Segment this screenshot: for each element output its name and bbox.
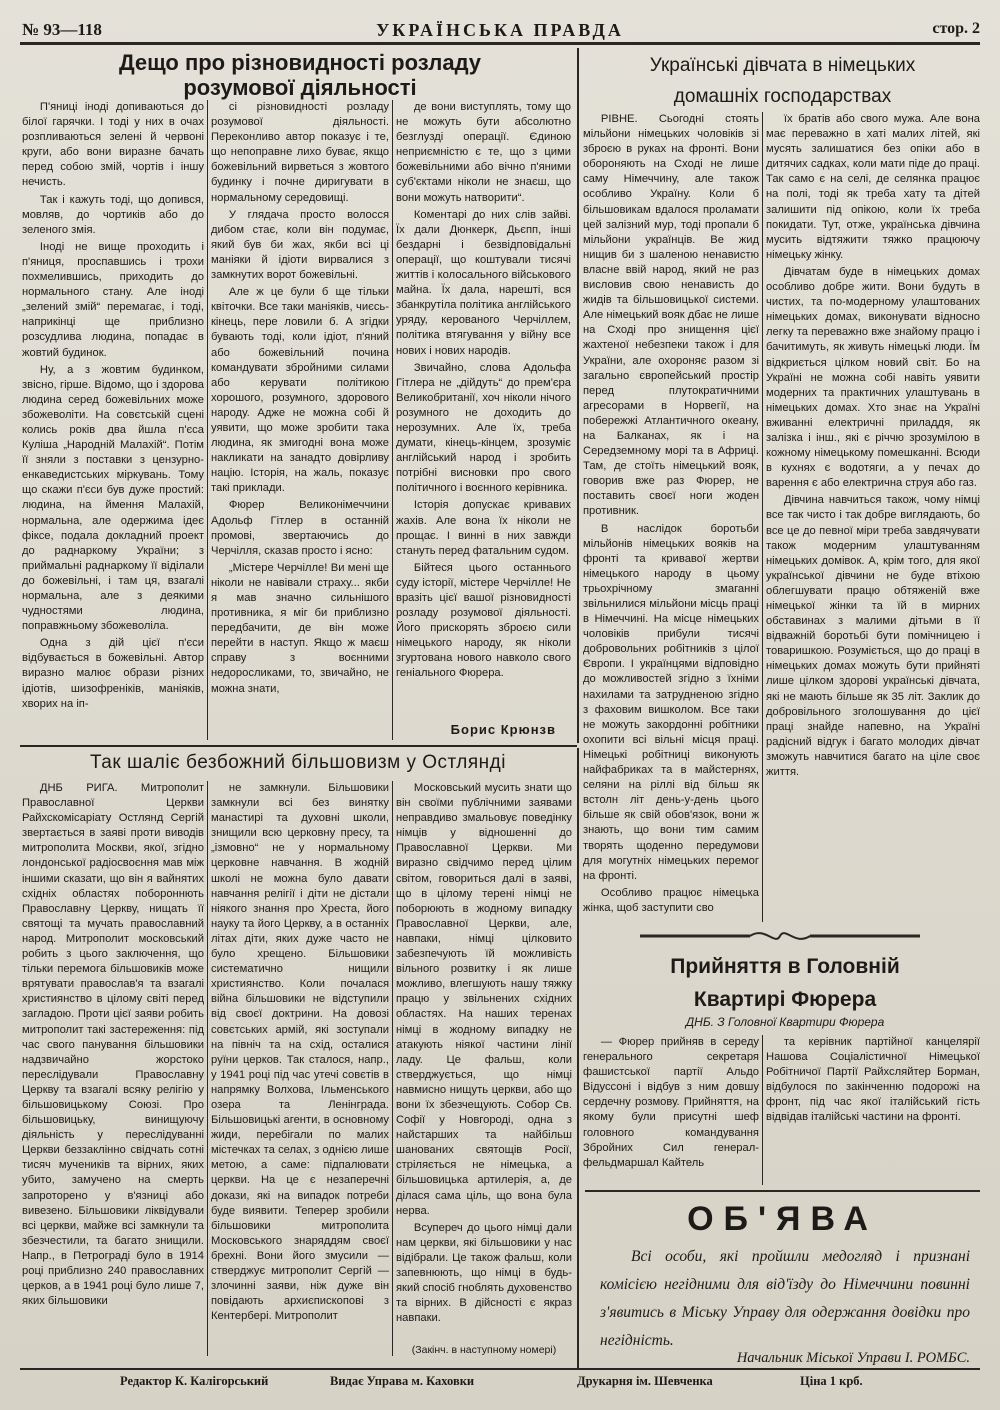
paragraph: Так і кажуть тоді, що допився, мовляв, до чортиків або до зеленого змія. bbox=[22, 193, 204, 236]
paragraph: сі різновидності розладу розумової діяльності. Переконливо автор показує і те, що непоправне лихо буває, якщо божевільний вирветься з жовтого будинку і почне диригувати в нормальному середовищі. bbox=[211, 101, 389, 204]
article1-title bbox=[40, 50, 560, 100]
article3-column-1 bbox=[22, 781, 204, 1359]
paragraph: ДНБ РИГА. Митрополит Православної Церкви Райхскомісаріату Остлянд Сергій звертається в заяві проти виводів митрополита Москви, якої, згідно лондонської радіосвоєння мав між іншими сказати, що він я вайнятих східніх областях побороннють Православну Церкву, нищать її святощі та мучать православний народ. Митрополит московський робить з цього заключення, що тільки перемога більшовиків може врятувати православ'я та взагалі християнство в цілому світі перед загладою. Проти цієї заяви робить митрополит такі застереження: під час свого панування більшовики надзвичайно жорстоко переслідували Православну Церкву та взагалі всяку релігію у більшовицькому Союзі. Про більшовицьку, винищуючу діяльність у переслідуванні Церкви беззаклінно свідчать сотні тисяч мучеників та вірних, яких убито, замучено на смерть запроторено у в'язниці або вивезено. Більшовики ліквідували всі церкви, майже всі замкнули та збезчестили, та багато знищили. Напр., в Петрограді було в 1914 році приблизно 240 православних церков, а в 1941 році було лише 7, яких більшовики bbox=[22, 782, 204, 1308]
article2-title-line2: домашніх господарствах bbox=[673, 86, 892, 107]
paragraph: Іноді не вище проходить і п'яниця, проспавшись і трохи похмелившись, приходить до нормального стану. Але іноді „зелений змій“ перемагає, і тоді, наприкінці ще приблизно розсудлива людина, попадає в жовтий будинок. bbox=[22, 240, 204, 359]
column-divider-main bbox=[577, 48, 579, 743]
paragraph: Московський мусить знати що він своїми публічними заявами неправдиво змальовує поведінку німців у відношенні до Православної Церкви. Ми виразно свідчимо перед цілим світом, говориться далі в заяві, що в цілому терені німці не поборюють в жодному випадку Православної Церкви, але, навпаки, німці цілковито забезпечують їй можливість вільного розвитку і як лише можливо, влегшують нашу тяжку працю у звільнених східних областях. На наших теренах німці в жодному випадку не атакують ніякої частини лінії ладу. Це фальш, коли стверджується, що німці навмисно нищуть церкви, або що вони їх збезчещують. Собор Св. Софії у Новгороді, одна з найстарших та найбільш шанованих святощів Росії, стріляється не німецька, а більшовицька артилерія, а, де ділася сама ціль, що вона була нерва. bbox=[396, 782, 572, 1217]
article1-signature: Борис Крюнзв bbox=[450, 722, 556, 737]
issue-number: № 93—118 bbox=[22, 20, 102, 39]
article2-divider bbox=[762, 112, 763, 922]
paragraph: У глядача просто волосся дибом стає, коли він подумає, який був би жах, якби всі ці маніяки й ідіоти вирвалися з замкнутих ворот божевільні. bbox=[211, 208, 389, 282]
masthead-rule bbox=[20, 42, 980, 45]
paragraph: їх братів або свого мужа. Але вона має переважно в хаті малих літей, які мусять залишатися без опіки або в дитячих садках, коли мати піде до праці. Так само є на селі, де селянка працює на полі, тоді як треба хату та дітей залишити під опікою, коли їх треба покидати. Тут, отже, українська дівчина мусить відтяжити тяжко працюючу німецьку жінку. bbox=[766, 113, 980, 261]
article4-dateline: ДНБ. З Головної Квартири Фюрера bbox=[685, 1015, 885, 1029]
paragraph: та керівник партійної канцелярії Нашова Соціалістичної Німецької Робітничої Партії Райхсляйтер Борман, відбулося по закінченню подорожі на фронт, під час якої італійський гість відвідав італійські частини на фронті. bbox=[766, 1036, 980, 1124]
newspaper-name: УКРАЇНСЬКА ПРАВДА bbox=[376, 20, 624, 40]
paragraph: „Містере Черчілле! Ви мені ще ніколи не навівали страху... якби я мав значно сильнішого противника, я міг би приблизно передбачити, де він може перейти в наступ. Якщо ж маєш справу з воєнними недоросликами, то, звичайно, не можна знати, bbox=[211, 561, 389, 695]
paragraph: Але ж це були б ще тільки квіточки. Все таки маніяків, чиєсь-кінець, пере ловили б. А згідки бувають тоді, коли ідіот, п'яний або божевільний почина командувати збройними силами або керувати політикою хорошого, розумного, здорового народу. Адже не можна собі й уявити, що може зробити така людина, як змигодні вона може накликати на занадто довірливу націю. Історія, на жаль, показує такі приклади. bbox=[211, 286, 389, 495]
article4-title bbox=[590, 950, 980, 1016]
article2-title bbox=[585, 50, 980, 112]
article4-divider bbox=[762, 1035, 763, 1185]
article4-column-2 bbox=[766, 1035, 980, 1190]
footer-price: Ціна 1 крб. bbox=[800, 1374, 863, 1388]
paragraph: Ну, а з жовтим будинком, звісно, гірше. Відомо, що і здорова людина серед божевільних може збожеволіти. На совєтській сцені колись років два йшла п'єса Куліша „Народній Малахій“. Потім її зняли з поставки з цензурно-енкаведистських міркувань. Тому що скажи п'єси був дуже простий: людина, на ймення Малахій, нормальна, але одержима ідеє фіксе, подала докладний проект до раднаркому України; з приймальні раднаркому її віділали до божевільні, і там ця, взагалі нормальна, але з деякими чудностями людина, поправжньому збожеволіла. bbox=[22, 363, 204, 633]
article2-title-line1: Українські дівчата в німецьких bbox=[649, 55, 916, 76]
page-number: стор. 2 bbox=[932, 20, 980, 37]
paragraph: Одна з дій цієї п'єси відбувається в божевільні. Автор виразно малює образи різних ідіотів, шизофреніків, маніяків, хворих на іп- bbox=[22, 637, 204, 710]
article4-column-1 bbox=[583, 1035, 759, 1190]
article3-divider-1 bbox=[207, 781, 208, 1356]
article2-column-2 bbox=[766, 112, 980, 924]
paragraph: Дівчатам буде в німецьких домах особливо добре жити. Вони будуть в чистих, та по-модерному улаштованих німецьких домах, виконувати відносно легку та переважно вже знайому працю і бачитимуть, як живуть німецькі люди. Їм відкриється цілком новий світ. Бо на Україні не можна собі навіть уявити модерних та практичних улаштувань в німецьких домах. Хто знає на Україні вживанні електричні приладдя, як залізка і інш., які є річчю зрозумілою в кожному німецькому помешканні. Всюди в кухнях є водотяги, а у печах до варення є або електрична струя або газ. bbox=[766, 265, 980, 490]
footer-editor: Редактор К. Калігорський bbox=[120, 1374, 269, 1388]
article4-title-line2: Квартирі Фюрера bbox=[693, 988, 877, 1011]
paragraph: не замкнули. Більшовики замкнули всі без винятку манастирі та духовні школи, знищили всю церковну пресу, та „ізмовно“ не у нормальному церковне навчання. В жодній школі не можна було давати навчання релігії і діти не дістали ніякого знання про Хреста, його науку та його Церкву, а в останніх літах діти, яких дуже часто не було хрещено. Більшовики систематично нищили християнство. Коли почалася війна більшовики не відступили від своєї доктрини. На довозі совєтських армій, які зоступали на північ та на схід, осталися руїни церков. Так сталося, напр., у 1941 році під час утечі совєтів в напрямку Волхова, Ільменського озера та Ленінграда. Більшовицькі агенти, в основному жиди, перебігали по малих містечках та селах, з однією лише метою, а саме: підпалювати церкви. На це є незаперечні докази, які на випадок потреби буде виявити. Теперер зробили більшовики митрополита Московського знаряддям своєї брехні. Вони його змусили — стверджує митрополит Сергій — злочинні заяви, ніж дуже він повідають архиєпископові з Кентербері. Митрополит bbox=[211, 782, 389, 1323]
article1-column-2 bbox=[211, 100, 389, 745]
paragraph: Особливо працює німецька жінка, щоб заступити сво bbox=[583, 886, 759, 914]
announcement-signature: Начальник Міської Управи І. РОМБС. bbox=[736, 1350, 970, 1366]
paragraph: РІВНЕ. Сьогодні стоять мільйони німецьких чоловіків зі зброєю в руках на фронті. Вони обороняють на Сході не лише саму Німеччину, але також особливо Україну. Коли б більшовикам вдалося проламати цей залізний мур, тоді пропали б мільйони українців. Ве жид нищив би з шаленою ненавистю власне ввій народ, який не раз висловив свою ненависть до жидів та більшовицької системи. Але німецький вояк дбає не лише на Сході про знищення цієї жахтеної небезпеки також і для України, але охороняє разом зі загально європейський простір перед плутократичними агресорами в Норвегії, на побережжі Атлантичного океану, на Балканах, як і на Середземному морі та в Африці. Там, де стоїть німецький вояк, говорив вже раз Фюрер, не поставить своєї ноги жоден противник. bbox=[583, 113, 759, 518]
article1-column-1 bbox=[22, 100, 204, 745]
article4-title-line1: Прийняття в Головній bbox=[670, 955, 900, 978]
paragraph: Дівчина навчиться також, чому німці все так чисто і так добре виглядають, бо все це до певної міри треба завдячувати також модерним улаштуванням німецьких домівок. А, крім того, для якої української дівчини не буде втіхою облегшувати працю обтяженій вже німецької жінки та їй в мирних обставинах з малими дітьми в її відважній боротьбі бути помічницею і товаришкою. Розуміється, що до праці в німецьких домах можуть бути прийняті лише цілком здорові українські дівчата, які не мають більше як 35 літ. Заклик до добровільного зголошування до цієї праці знайде напевно, на Україні радісний відгук і багато молодих дівчат зможуть навчитися багато на ціле своє життя. bbox=[766, 494, 980, 779]
article1-bottom-rule bbox=[20, 745, 577, 747]
article3-divider-2 bbox=[392, 781, 393, 1356]
announcement-top-rule bbox=[585, 1190, 980, 1192]
article1-divider-2 bbox=[392, 100, 393, 740]
paragraph: Звичайно, слова Адольфа Гітлера не „дійдуть“ до прем'єра Великобританії, хоч ніколи нічого розумного не доходить до нерозумних. Але їх, треба думати, кінець-кінцем, зрозуміє англійський народ і зробить потрібні висновки про свого політичного і воєнного керівника. bbox=[396, 361, 571, 495]
paragraph: В наслідок боротьби мільйонів німецьких вояків на фронті та кривавої жертви німецького народу в цьому трьохрічному змаганні звільнилися мільйони місць праці в Німеччині. На місце німецьких чоловіків прибули тисячі добровольних робітників з цілої Європи. І українцями відповідно до можливостей згідно з їхніми нахилами та затрудненою згідно з фаховим вишколом. Все таки не можуть закордонні робітники охопити всі вільні місця праці. Німецькі робітниці виконують найфабриках та в майстернях, селяни на ріллі від більш як встолн літ день-у-день цього більше як свій обов'язок, вони ж знають, що вони тим самим творять щоденно передумови для могутніх німецьких перемог на фронті. bbox=[583, 522, 759, 882]
paragraph: — Фюрер прийняв в середу генерального секретаря фашистської партії Альдо Відуссоні і відбув з ним довшу сердечну розмову. Прийняття, на якому були присутні шеф головного командування Збройних Сил генерал-фельдмаршал Кайтель bbox=[583, 1036, 759, 1169]
article1-title-line2: розумової діяльності bbox=[183, 75, 417, 100]
article1-column-3 bbox=[396, 100, 571, 725]
paragraph: П'яниці іноді допиваються до білої гарячки. І тоді у них в очах розпливаються зелені й червоні круги, або вони виразне бачать перед собою змій, чортів і іншу нечисть. bbox=[22, 101, 204, 189]
ornament-icon bbox=[640, 928, 920, 944]
footer-printer: Друкарня ім. Шевченка bbox=[577, 1374, 713, 1388]
footer-rule bbox=[20, 1368, 980, 1370]
announcement-title: ОБ'ЯВА bbox=[687, 1200, 878, 1238]
continued-note: (Закінч. в наступному номері) bbox=[411, 1344, 557, 1356]
paragraph: Бійтеся цього останнього суду історії, містере Черчілле! Не вразіть цієї вашої різновидності розладу розумової діяльності. Його прискорять зброєю сили німецького народу, як ніколи згуртована нового навколо свого геніального Фюрера. bbox=[396, 561, 571, 680]
ornament-divider bbox=[640, 928, 920, 948]
article3-column-3 bbox=[396, 781, 572, 1341]
article1-divider-1 bbox=[207, 100, 208, 740]
article2-column-1 bbox=[583, 112, 759, 924]
paragraph: де вони виступлять, тому що не можуть бути абсолютно безглузді операції. Єдиною неприємністю є те, що з цими божевільними або вічно п'яними суб'єктами ніколи не знаєш, що вони можуть натворити“. bbox=[396, 101, 571, 204]
article1-title-line1: Дещо про різновидності розладу bbox=[118, 50, 482, 75]
article3-title: Так шаліє безбожний більшовизм у Остлянді bbox=[90, 752, 506, 773]
paragraph: Всупереч до цього німці дали нам церкви, які більшовики у нас відібрали. Це також фальш, коли запевнюють, що німці в будь-який спосіб гноблять духовенство та вірних. В дійсності є якраз навпаки. bbox=[396, 1221, 572, 1325]
column-divider-lower bbox=[577, 748, 579, 1368]
paragraph: Історія допускає кривавих жахів. Але вона їх ніколи не прощає. І винні в них завжди стануть перед фатальним судом. bbox=[396, 499, 571, 557]
footer-publisher: Видає Управа м. Каховки bbox=[330, 1374, 475, 1388]
paragraph: Коментарі до них слів зайві. Їх дали Дюнкерк, Дьєпп, інші бездарні і безвідповідальні операції, що коштували тисячі життів і колосального військового майна. Їх дала, нарешті, вся збанкрутіла політика англійського уряду, керованого Черчіллем, політика втягування у війну все нових і нових народів. bbox=[396, 208, 571, 357]
article3-column-2 bbox=[211, 781, 389, 1359]
paragraph: Фюрер Великонімеччини Адольф Гітлер в останній промові, звертаючись до Черчілля, сказав просто і ясно: bbox=[211, 499, 389, 557]
announcement-body: Всі особи, які пройшли медогляд і признані комісією негідними для від'їзду до Німеччини повинні з'явитись в Міську Управу для одержання довідки про негідність. bbox=[600, 1248, 970, 1349]
